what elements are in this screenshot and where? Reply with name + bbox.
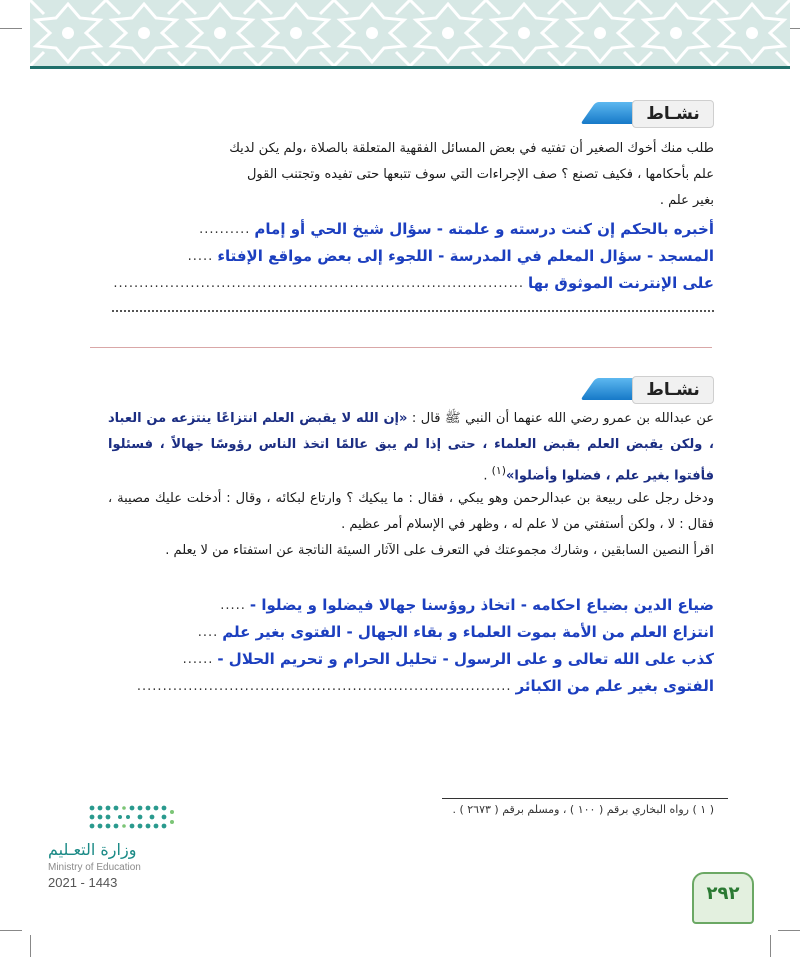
crop-mark [778,930,800,931]
answer-line [112,592,714,619]
answer-text: كذب على الله تعالى و على الرسول - تحليل الحرام و تحريم الحلال - [217,650,714,668]
question-line: علم بأحكامها ، فكيف تصنع ؟ صف الإجراءات التي سوف تتبعها حتى تفيده وتجتنب القول [246,167,714,182]
section-divider [90,347,712,348]
crop-mark [770,935,771,957]
blank-dotted-line [112,300,714,312]
page-number: ٢٩٢ [692,872,754,924]
activity2-answer [112,592,714,700]
activity2-story: ودخل رجل على ربيعة بن عبدالرحمن وهو يبكي ، فقال : ما يبكيك ؟ وارتاع لبكائه ، وقال : أدخلت عليك مصيبة ، فقال : لا ، ولكن أستفتي من لا علم له ، وظهر في الإسلام أمر عظيم . [108,491,714,532]
answer-text: ضياع الدين بضياع احكامه - اتخاذ روؤسنا جهالا فيضلوا و يضلوا - [249,596,714,614]
dot-leader: ..... [187,249,214,264]
ministry-logo [48,800,188,890]
answer-line [112,673,714,700]
activity2-hadith [108,406,714,489]
question-line: طلب منك أخوك الصغير أن تفتيه في بعض المسائل الفقهية المتعلقة بالصلاة ،ولم يكن لديك [229,141,714,156]
activity-tab [588,100,714,126]
answer-text: أخبره بالحكم إن كنت درسته و علمته - سؤال شيخ الحي أو إمام [254,220,714,238]
dot-leader: ..... [220,598,246,613]
header-pattern-banner [30,0,790,69]
hadith-text: «إن الله لا يقبض العلم انتزاعًا ينتزعه من العباد ، ولكن يقبض العلم بقبض العلماء ، حتى إذا لم يبق عالمًا اتخذ الناس رؤوسًا جهالاً ، فسئلوا فأفتوا بغير علم ، فضلوا وأضلوا» [108,411,714,484]
dot-leader: .......... [199,222,251,237]
footnote: ( ١ ) رواه البخاري برقم ( ١٠٠ ) ، ومسلم برقم ( ٢٦٧٣ ) . [452,803,714,816]
dot-leader: .... [197,625,219,640]
footnote-rule [442,798,728,799]
dot-leader: ...... [182,652,214,667]
dot-leader: ......................................................................... [136,679,512,694]
activity-label: نشـاط [632,376,714,404]
answer-text: الفتوى بغير علم من الكبائر [515,677,714,695]
logo-year: 2021 - 1443 [48,875,118,890]
answer-text: انتزاع العلم من الأمة بموت العلماء و بقاء الجهال - الفتوى بغير علم [222,623,714,641]
answer-text: المسجد - سؤال المعلم في المدرسة - اللجوء إلى بعض مواقع الإفتاء [217,247,714,265]
crop-mark [0,930,22,931]
question-line: بغير علم . [659,193,714,208]
hadith-intro: عن عبدالله بن عمرو رضي الله عنهما أن النبي ﷺ قال : [407,411,714,426]
dot-leader: ................................................................................ [113,276,525,291]
footnote-ref: (١) [491,464,506,477]
crop-mark [0,28,22,29]
activity-label: نشـاط [632,100,714,128]
answer-line [112,646,714,673]
answer-text: على الإنترنت الموثوق بها [528,274,714,292]
answer-line [112,619,714,646]
logo-english: Ministry of Education [48,862,141,873]
answer-line [112,243,714,270]
activity2-task: اقرأ النصين السابقين ، وشارك مجموعتك في التعرف على الآثار السيئة الناتجة عن استفتاء من لا يعلم . [165,543,714,558]
activity-tab [588,376,714,402]
answer-line [112,270,714,297]
logo-arabic: وزارة التعـليم [48,840,137,859]
hadith-period: . [483,468,492,484]
activity1-question [108,136,714,214]
activity1-answer [112,216,714,297]
logo-dots-icon [48,800,188,836]
geometric-pattern [30,0,790,66]
crop-mark [30,935,31,957]
answer-line [112,216,714,243]
